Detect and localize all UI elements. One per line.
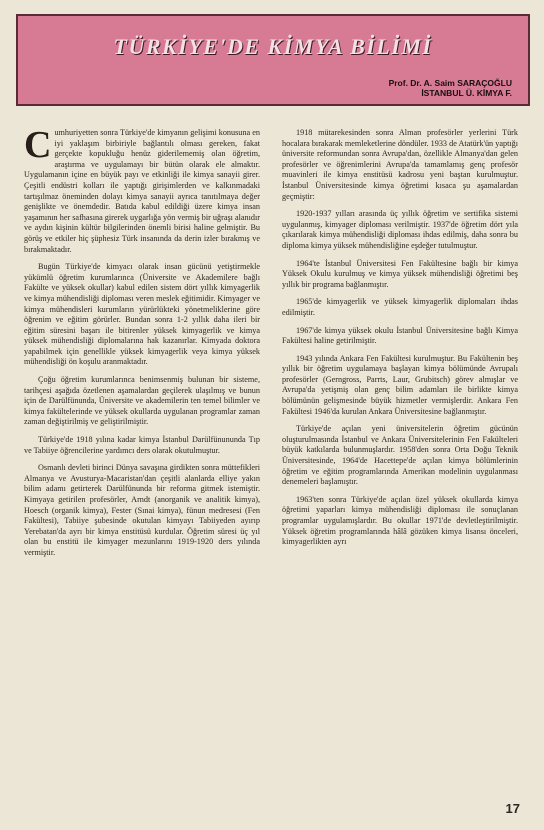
article-title: TÜRKİYE'DE KİMYA BİLİMİ: [113, 34, 433, 59]
paragraph: Çoğu öğretim kurumlarınca benimsenmiş bulunan bir sisteme, tarihçesi aşağıda özetlenen aşamalardan geçilerek ulaşılmış ve bunun için de Darülfünunda, Üniversite ve akademilerin ten temel bilimler ve kimya fakültelerinde ve yüksek okullarda uygulanan programlar zaman zaman değiştirilmiş ve geliştirilmiştir.: [24, 375, 260, 427]
drop-cap: C: [24, 124, 52, 166]
paragraph: [24, 124, 260, 255]
paragraph: 1967'de kimya yüksek okulu İstanbul Üniversitesine bağlı Kimya Fakültesi haline getirilmiştir.: [282, 325, 518, 346]
paragraph: 1964'te İstanbul Üniversitesi Fen Fakültesine bağlı bir kimya Yüksek Okulu kurulmuş ve kimya yüksek mühendisliği öğretimi beş yıllık bir programa bağlanmıştır.: [282, 258, 518, 289]
paragraph: 1920-1937 yılları arasında üç yıllık öğretim ve sertifika sistemi uygulanmış, kimyager diploması verilmiştir. 1937'de öğretim dört yıla çıkarılarak kimya mühendisliği diploması ihdas edilmiş, daha sonra bu diploma kimya yüksek mühendisliğine eşdeğer tutulmuştur.: [282, 209, 518, 250]
paragraph: 1943 yılında Ankara Fen Fakültesi kurulmuştur. Bu Fakültenin beş yıllık bir öğretim uygulamaya başlayan kimya bölümünde Avrupalı profesörler (Gerngross, Parrts, Laur, Grubitsch) görev almışlar ve Avrupa'da yetişmiş olan genç bilim adamları ile birlikte kimya bölümünün gelişmesinde büyük hizmetler vermişlerdir. Ankara Fen Fakültesi 1946'da kurulan Ankara Üniversitesine bağlanmıştır.: [282, 353, 518, 416]
paragraph-text: umhuriyetten sonra Türkiye'de kimyanın gelişimi konusuna en iyi yaklaşım birbiriyle bağlantılı olması gereken, fakat gerçekte kopukluğu henüz giderilememiş olan öğretim, araştırma ve uygulamayı bir bütün olarak ele almaktır. Uygulamanın içine en büyük payı ve etkinliği ile kimya sanayii girer. Çeşitli endüstri kolları ile yaptığı girişimlerden ve kalkınmadaki tartışılmaz öneminden dolayı kimya sanayii ayrıca tanıtılmaya değer genişlikte ve önemdedir. Batıda kabul edildiği üzere kimya insan yaşamının her safhasına girerek uygarlığa yön vermiş bir uğraşı alanıdır ve aydın kişinin kültür bilgilerinden önemli birisi haline gelmiştir. Bu görüş ve etkiler hiç şüphesiz Türk insanında da derin izler bırakmış ve bırakmaktadır.: [24, 128, 260, 254]
author-name: Prof. Dr. A. Saim SARAÇOĞLU: [388, 78, 512, 88]
paragraph: Türkiye'de 1918 yılına kadar kimya İstanbul Darülfünununda Tıp ve Tabiiye öğrencilerine yardımcı ders olarak okutulmuştur.: [24, 435, 260, 455]
paragraph: Bugün Türkiye'de kimyacı olarak insan gücünü yetiştirmekle yükümlü öğretim kurumlarınca (Üniversite ve Akademilere bağlı Fakülte ve yüksek okullar) kabul edilen sistem dört yıllık kimyagerlik ve kimya mühendisliği diploması veren meslek eğitimidir. Kimyager ve kimya mühendisleri kurumların yürürlükteki yönetmeliklerine göre öğrenim ve eğitim görürler. Bundan sonra 1-2 yıllık daha ileri bir eğitim süresini başarı ile bitirenler yüksek kimyagerlik ve kimya yüksek mühendisliği diplomalarına hak kazanırlar. Kimyada doktora yapabilmek için genellikle yüksek kimyagerlik veya kimya yüksek mühendisliği ön koşulu aranmaktadır.: [24, 262, 260, 367]
author-affiliation: İSTANBUL Ü. KİMYA F.: [421, 88, 512, 98]
left-column: [24, 124, 260, 566]
paragraph: Türkiye'de açılan yeni üniversitelerin öğretim gücünün oluşturulmasında İstanbul ve Ankara Üniversitelerinin Fen Fakülteleri büyük katkılarda bulunmuşlardır. 1958'den sonra Orta Doğu Teknik Üniversitesinde, 1964'de Hacettepe'de açılan kimya bölümlerinin öğretim ve eğitim programlarında Amerikan modelinin uygulanması denemeleri başlamıştır.: [282, 424, 518, 487]
paragraph: 1965'de kimyagerlik ve yüksek kimyagerlik diplomaları ihdas edilmiştir.: [282, 297, 518, 317]
right-column: [282, 128, 518, 555]
paragraph: 1963'ten sonra Türkiye'de açılan özel yüksek okullarda kimya öğretimi yaparları kimya mühendisliği diploması ile sonuçlanan programlar uygulamışlardır. Bu okullar 1971'de devletleştirilmiştir. Yüksek öğretim programlarında hâlâ gözüken kimya lisansı önceleri, kimyagerlikten ayrı: [282, 494, 518, 547]
author-block: [389, 78, 512, 98]
title-banner: [16, 14, 530, 106]
page-number: 17: [505, 801, 520, 816]
paragraph: Osmanlı devleti birinci Dünya savaşına girdikten sonra müttefikleri Almanya ve Avusturya-Macaristan'dan çeşitli alanlarda elliye yakın bilim adamı getirterek Darülfünunda bir reforma gitmek istemiştir. Kimyaya getirilen profesörler, Arndt (anorganik ve analitik kimya), Hoesch (organik kimya), Fester (Sınai kimya), fünun medresesi (Fen Fakültesi), Tabiiye şubesinde okutulan kimyayı Tabiiyeden ayırıp Yerebatan'da ayrı bir kimya enstitüsü kurdular. Öğretim süresi üç yıl olan bu enstitü ile kimyager mezunlarını 1919-1920 ders yılında vermiştir.: [24, 463, 260, 557]
paragraph: 1918 mütarekesinden sonra Alman profesörler yerlerini Türk hocalara bırakarak memleketlerine döndüler. 1933 de Atatürk'ün yaptığı üniversite reformundan sonra Avrupa'dan, özellikle Almanya'dan gelen profesörler ve öğrenimlerini Avrupa'da tamamlamış genç profesör muavinleri ile kimya enstitüsü kadrosu yeni baştan kurulmuştur. İstanbul Üniversitesinde kimya öğretimi kısaca şu aşamalardan geçmiştir:: [282, 128, 518, 201]
